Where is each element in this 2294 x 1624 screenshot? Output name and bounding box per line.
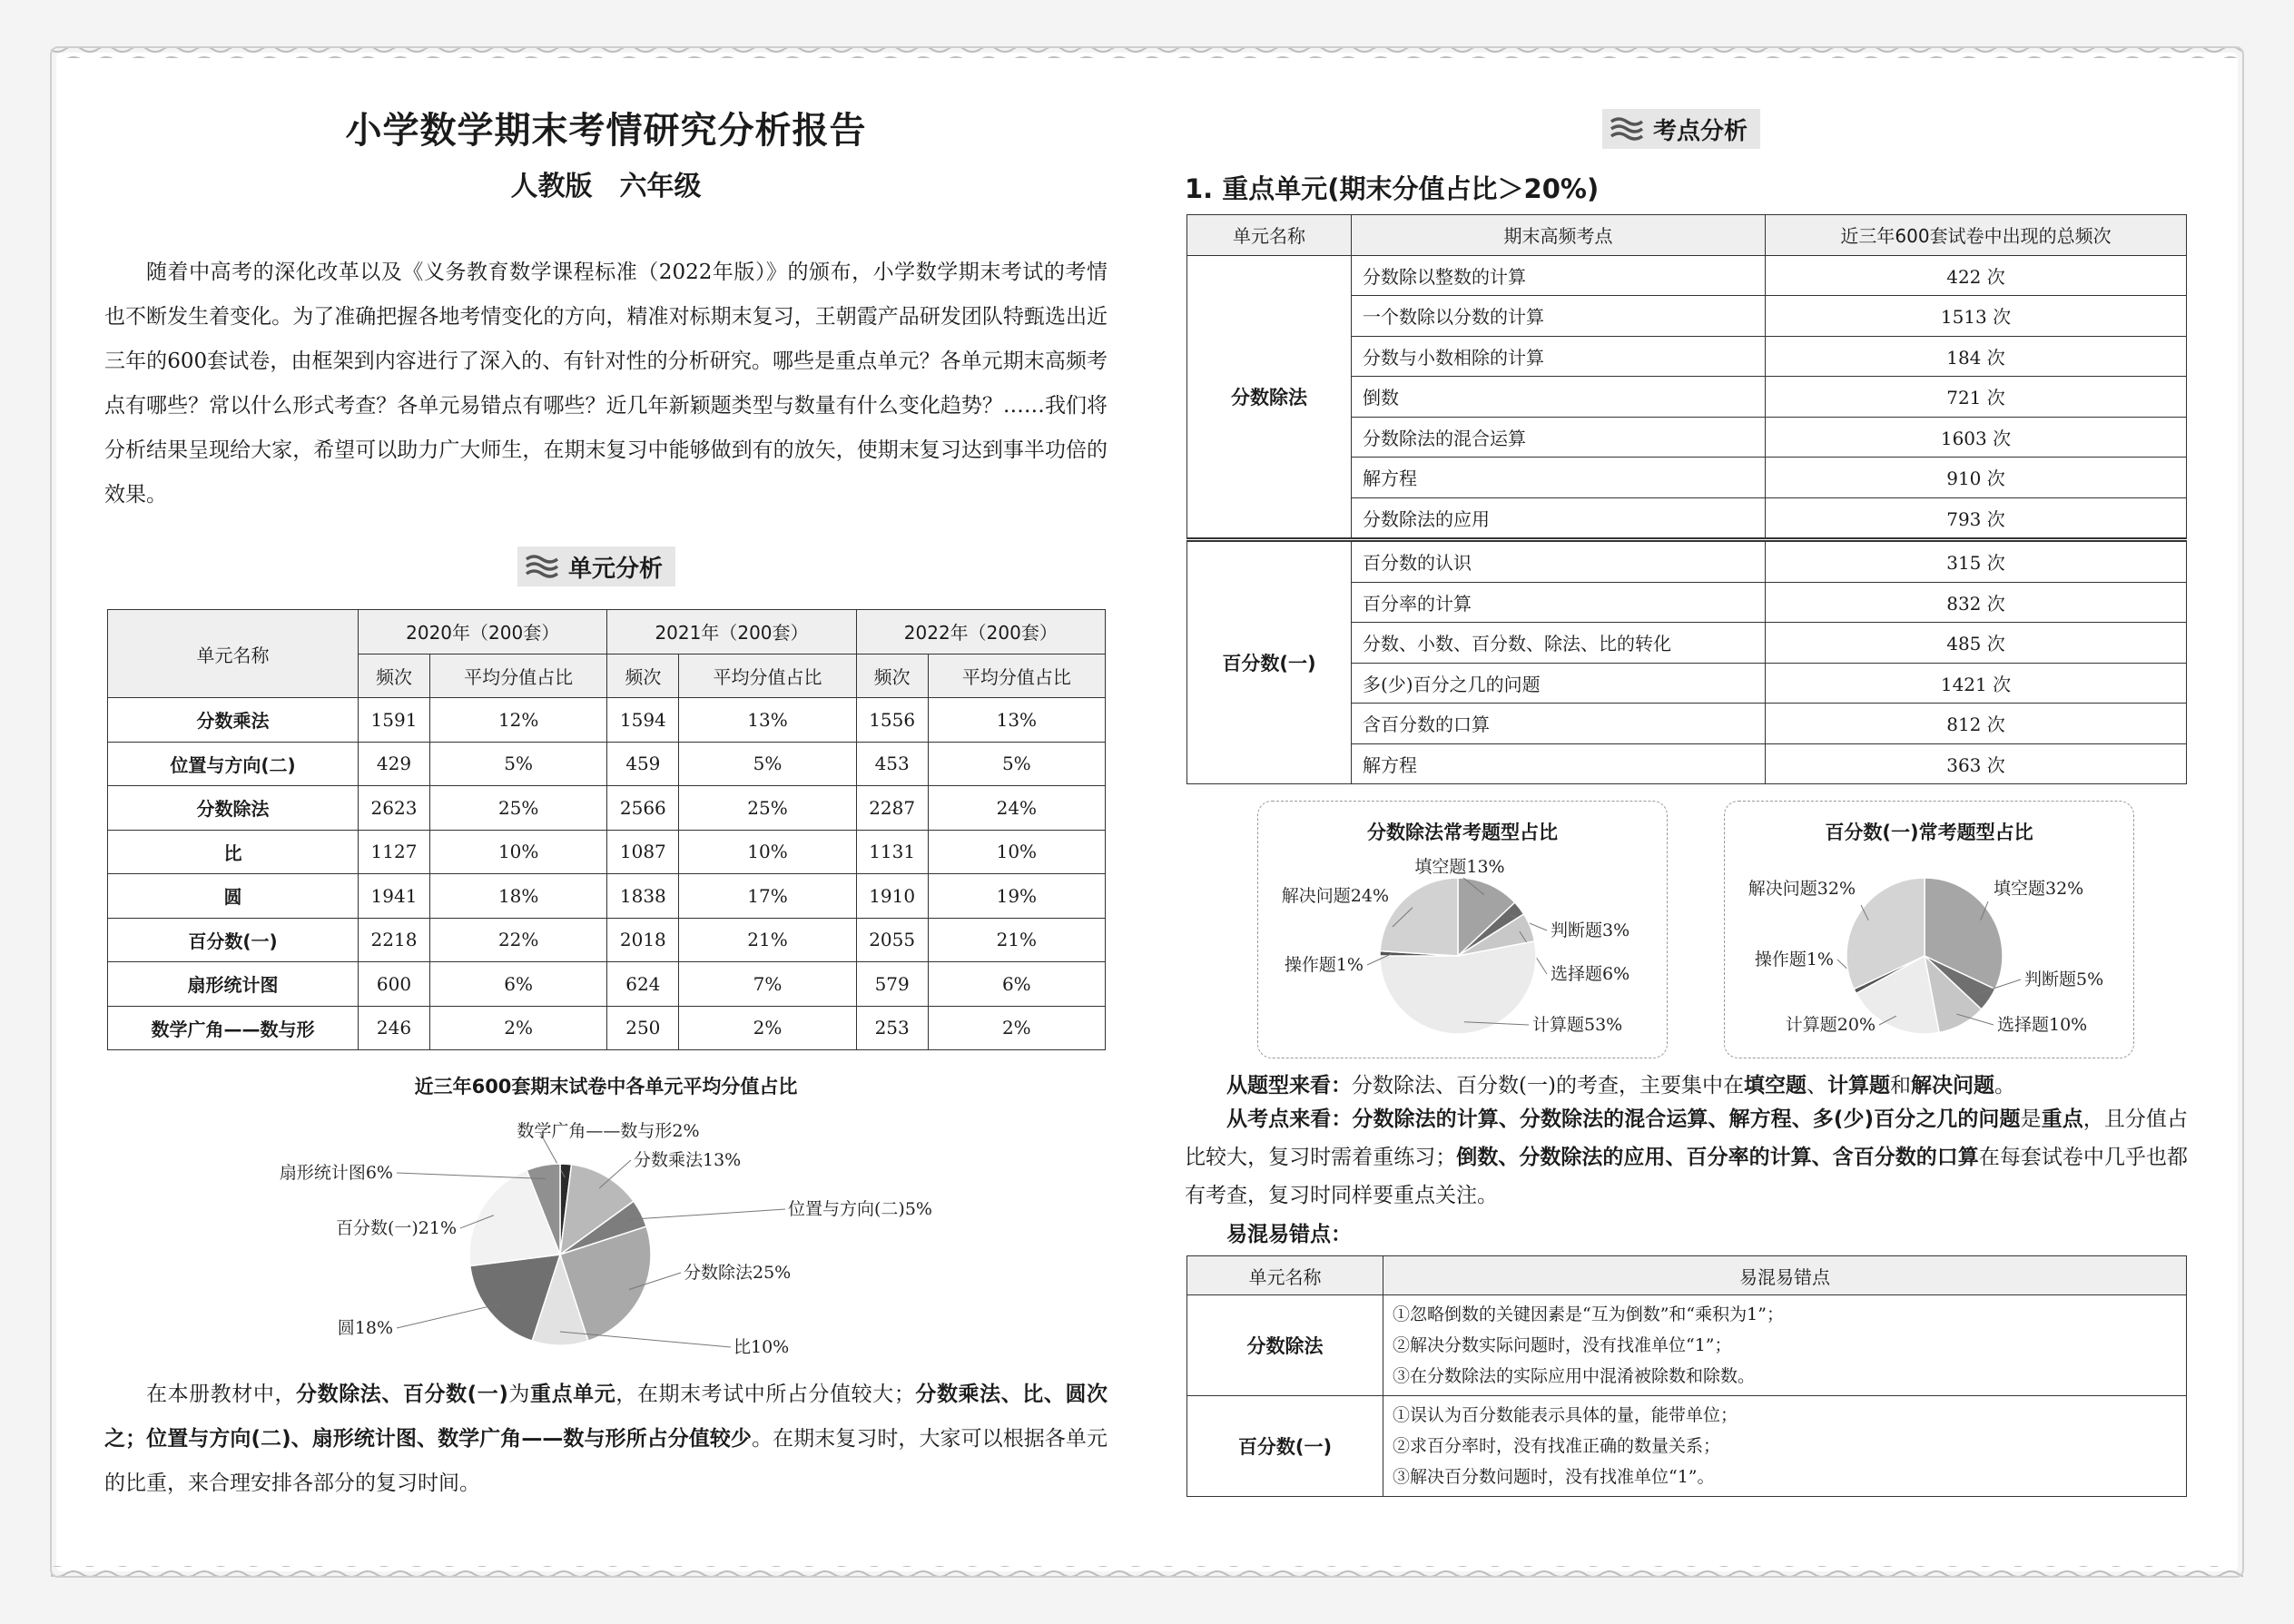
error-point: ②求百分率时，没有找准正确的数量关系； xyxy=(1393,1436,1721,1456)
ratio-cell: 10% xyxy=(928,830,1105,874)
knowledge-point-cell: 分数与小数相除的计算 xyxy=(1352,336,1766,377)
unit-analysis-badge xyxy=(517,546,675,586)
count-cell: 422 次 xyxy=(1766,255,2187,296)
body-text: ，在期末考试中所占分值较大； xyxy=(615,1383,915,1406)
pie-label: 分数除法25% xyxy=(684,1263,792,1283)
table-row xyxy=(108,698,1106,743)
knowledge-point-cell: 解方程 xyxy=(1352,458,1766,498)
unit-table xyxy=(107,609,1106,1050)
unit-name-cell: 比 xyxy=(108,830,359,874)
pie-label: 数学广角——数与形2% xyxy=(517,1121,700,1141)
year-header: 2020年（200套） xyxy=(359,610,607,655)
pie-label: 解决问题24% xyxy=(1281,886,1389,906)
error-table-body xyxy=(1187,1295,2187,1497)
count-cell: 832 次 xyxy=(1766,582,2187,623)
unit-pie-chart xyxy=(104,1106,1108,1371)
year-header: 2021年（200套） xyxy=(607,610,856,655)
emphasis-text: 填空题 xyxy=(1743,1074,1807,1097)
error-table-err-header: 易混易错点 xyxy=(1383,1256,2187,1295)
pie-label: 百分数(一)21% xyxy=(335,1218,457,1238)
error-point: ①误认为百分数能表示具体的量，能带单位； xyxy=(1393,1405,1738,1425)
freq-cell: 429 xyxy=(359,742,430,786)
pie-label: 填空题32% xyxy=(1994,879,2084,899)
freq-cell: 1087 xyxy=(607,830,679,874)
count-cell: 1421 次 xyxy=(1766,663,2187,704)
emphasis-text: 从题型来看： xyxy=(1226,1074,1352,1097)
pie-label: 计算题53% xyxy=(1532,1015,1623,1035)
count-cell: 812 次 xyxy=(1766,704,2187,744)
pie-slice-6 xyxy=(1380,878,1458,956)
freq-cell: 2018 xyxy=(607,918,679,962)
kp-analysis-badge xyxy=(1602,109,1760,149)
body-text: 、 xyxy=(1806,1074,1827,1097)
table-row xyxy=(108,830,1106,874)
table-row xyxy=(108,1006,1106,1050)
pie-label: 分数乘法13% xyxy=(634,1150,742,1170)
error-point: ②解决分数实际问题时，没有找准单位“1”； xyxy=(1393,1335,1732,1355)
table-row xyxy=(1187,255,2187,296)
unit-name-cell: 分数除法 xyxy=(108,786,359,831)
error-point: ③在分数除法的实际应用中混淆被除数和除数。 xyxy=(1393,1366,1756,1386)
knowledge-point-cell: 分数除以整数的计算 xyxy=(1352,255,1766,296)
body-text: 和 xyxy=(1889,1074,1911,1097)
freq-cell: 1127 xyxy=(359,830,430,874)
unit-pie-title: 近三年600套期末试卷中各单元平均分值占比 xyxy=(414,1076,798,1097)
body-text: 分数除法、百分数(一)的考查，主要集中在 xyxy=(1352,1074,1744,1097)
ratio-cell: 6% xyxy=(430,962,607,1007)
pie-label: 计算题20% xyxy=(1785,1015,1876,1035)
ratio-cell: 10% xyxy=(679,830,856,874)
pie-label: 选择题6% xyxy=(1551,964,1630,984)
pie-label: 圆18% xyxy=(337,1318,393,1338)
body-text: 在每套试卷中几乎也都有考查，复习时同样要重点关注。 xyxy=(1185,1146,2189,1207)
ratio-cell: 2% xyxy=(430,1006,607,1050)
ratio-cell: 19% xyxy=(928,874,1105,919)
freq-header: 频次 xyxy=(607,654,679,698)
unit-analysis-label: 单元分析 xyxy=(568,555,664,583)
ratio-cell: 2% xyxy=(679,1006,856,1050)
freq-cell: 579 xyxy=(856,962,928,1007)
error-points-label: 易混易错点： xyxy=(1226,1223,1352,1246)
pie-label: 判断题5% xyxy=(2024,969,2104,989)
freq-cell: 453 xyxy=(856,742,928,786)
freq-cell: 253 xyxy=(856,1006,928,1050)
ratio-cell: 7% xyxy=(679,962,856,1007)
kp-table-count-header: 近三年600套试卷中出现的总频次 xyxy=(1766,215,2187,256)
ratio-cell: 22% xyxy=(430,918,607,962)
body-text: 。 xyxy=(1994,1074,2015,1097)
freq-cell: 1838 xyxy=(607,874,679,919)
freq-cell: 2623 xyxy=(359,786,430,831)
unit-name-cell: 位置与方向(二) xyxy=(108,742,359,786)
freq-cell: 1591 xyxy=(359,698,430,743)
body-text: 为 xyxy=(507,1383,530,1406)
division-pie-chart xyxy=(1258,847,1667,1054)
pie-label: 操作题1% xyxy=(1284,955,1364,975)
freq-cell: 246 xyxy=(359,1006,430,1050)
knowledge-point-analysis xyxy=(1185,1100,2188,1215)
knowledge-point-cell: 含百分数的口算 xyxy=(1352,704,1766,744)
count-cell: 721 次 xyxy=(1766,377,2187,418)
kp-table-unit-header: 单元名称 xyxy=(1187,215,1352,256)
division-pie-title: 分数除法常考题型占比 xyxy=(1367,822,1558,843)
ratio-cell: 25% xyxy=(679,786,856,831)
pie-leader-line xyxy=(629,1209,785,1219)
ratio-cell: 12% xyxy=(430,698,607,743)
ratio-header: 平均分值占比 xyxy=(430,654,607,698)
count-cell: 184 次 xyxy=(1766,336,2187,377)
emphasis-text: 分数除法的计算、分数除法的混合运算、解方程、多(少)百分之几的问题 xyxy=(1352,1107,2021,1131)
table-row xyxy=(108,742,1106,786)
freq-header: 频次 xyxy=(359,654,430,698)
ratio-header: 平均分值占比 xyxy=(928,654,1105,698)
knowledge-point-cell: 分数除法的应用 xyxy=(1352,497,1766,540)
ratio-cell: 18% xyxy=(430,874,607,919)
count-cell: 793 次 xyxy=(1766,497,2187,540)
error-points-cell xyxy=(1383,1396,2187,1497)
body-text: 在本册教材中， xyxy=(146,1383,297,1406)
error-points-cell xyxy=(1383,1295,2187,1396)
ratio-cell: 5% xyxy=(679,742,856,786)
unit-name-cell: 扇形统计图 xyxy=(108,962,359,1007)
freq-cell: 1941 xyxy=(359,874,430,919)
count-cell: 363 次 xyxy=(1766,743,2187,784)
report-title: 小学数学期末考情研究分析报告 xyxy=(345,110,867,152)
emphasis-text: 重点单元 xyxy=(530,1383,616,1406)
freq-cell: 1556 xyxy=(856,698,928,743)
freq-cell: 1910 xyxy=(856,874,928,919)
freq-cell: 2055 xyxy=(856,918,928,962)
count-cell: 1603 次 xyxy=(1766,417,2187,458)
kp-table xyxy=(1186,214,2187,784)
emphasis-text: 计算题 xyxy=(1826,1074,1890,1097)
pie-label: 填空题13% xyxy=(1414,857,1505,877)
kp-table-kp-header: 期末高频考点 xyxy=(1352,215,1766,256)
knowledge-point-cell: 分数、小数、百分数、除法、比的转化 xyxy=(1352,623,1766,664)
table-row xyxy=(1187,1396,2187,1497)
pie-label: 解决问题32% xyxy=(1748,879,1856,899)
ratio-cell: 5% xyxy=(928,742,1105,786)
ratio-cell: 24% xyxy=(928,786,1105,831)
emphasis-text: 分数除法、百分数(一) xyxy=(296,1383,508,1406)
knowledge-point-cell: 百分率的计算 xyxy=(1352,582,1766,623)
freq-cell: 624 xyxy=(607,962,679,1007)
freq-cell: 600 xyxy=(359,962,430,1007)
body-text: ，且分值占比较大，复习时需着重练习； xyxy=(1185,1107,2189,1169)
freq-cell: 1131 xyxy=(856,830,928,874)
knowledge-point-cell: 一个数除以分数的计算 xyxy=(1352,296,1766,337)
emphasis-text: 从考点来看： xyxy=(1226,1107,1353,1131)
emphasis-text: 重点 xyxy=(2041,1107,2083,1131)
count-cell: 315 次 xyxy=(1766,540,2187,583)
freq-cell: 1594 xyxy=(607,698,679,743)
pie-label: 比10% xyxy=(733,1337,790,1357)
pie-label: 选择题10% xyxy=(1997,1015,2088,1035)
count-cell: 910 次 xyxy=(1766,458,2187,498)
unit-name-cell: 圆 xyxy=(108,874,359,919)
ratio-cell: 6% xyxy=(928,962,1105,1007)
unit-name-cell: 百分数(一) xyxy=(1187,540,1352,784)
pie-label: 位置与方向(二)5% xyxy=(788,1199,932,1219)
error-point: ①忽略倒数的关键因素是“互为倒数”和“乘积为1”； xyxy=(1393,1304,1784,1324)
unit-name-cell: 数学广角——数与形 xyxy=(108,1006,359,1050)
count-cell: 485 次 xyxy=(1766,623,2187,664)
freq-cell: 2218 xyxy=(359,918,430,962)
ratio-header: 平均分值占比 xyxy=(679,654,856,698)
wave-icon xyxy=(525,553,559,580)
unit-table-body xyxy=(108,698,1106,1050)
ratio-cell: 13% xyxy=(679,698,856,743)
pie-label: 操作题1% xyxy=(1754,950,1834,969)
ratio-cell: 21% xyxy=(679,918,856,962)
percent-pie-chart xyxy=(1725,847,2133,1054)
knowledge-point-cell: 多(少)百分之几的问题 xyxy=(1352,663,1766,704)
knowledge-point-cell: 百分数的认识 xyxy=(1352,540,1766,583)
table-row xyxy=(1187,540,2187,583)
table-row xyxy=(1187,1295,2187,1396)
ratio-cell: 25% xyxy=(430,786,607,831)
knowledge-point-cell: 倒数 xyxy=(1352,377,1766,418)
conclusion-paragraph xyxy=(104,1373,1108,1506)
table-row xyxy=(108,918,1106,962)
ratio-cell: 10% xyxy=(430,830,607,874)
pie-label: 扇形统计图6% xyxy=(279,1163,393,1183)
kp-analysis-label: 考点分析 xyxy=(1653,117,1748,145)
emphasis-text: 分数乘法、比、圆次之；位置与方向(二)、扇形统计图、数学广角——数与形所占分值较少 xyxy=(104,1383,1108,1451)
table-row xyxy=(108,874,1106,919)
freq-cell: 459 xyxy=(607,742,679,786)
percent-pie-title: 百分数(一)常考题型占比 xyxy=(1825,822,2033,843)
wave-icon xyxy=(1610,115,1644,143)
body-text: 是 xyxy=(2020,1107,2042,1131)
division-pie-box xyxy=(1257,801,1668,1058)
emphasis-text: 解决问题 xyxy=(1910,1074,1994,1097)
intro-paragraph: 随着中高考的深化改革以及《义务教育数学课程标准（2022年版）》的颁布，小学数学期末考试的考情也不断发生着变化。为了准确把握各地考情变化的方向，精准对标期末复习，王朝霞产品研发团队特甄选出近三年的600套试卷，由框架到内容进行了深入的、有针对性的分析研究。哪些是重点单元？各单元期末高频考点有哪些？常以什么形式考查？各单元易错点有哪些？近几年新颖题类型与数量有什么变化趋势？……我们将分析结果呈现给大家，希望可以助力广大师生，在期末复习中能够做到有的放矢，使期末复习达到事半功倍的效果。 xyxy=(104,261,1108,507)
error-table xyxy=(1186,1255,2187,1497)
freq-cell: 2566 xyxy=(607,786,679,831)
freq-cell: 2287 xyxy=(856,786,928,831)
pie-label: 判断题3% xyxy=(1551,920,1630,940)
unit-table-unit-header: 单元名称 xyxy=(108,610,359,698)
error-table-unit-header: 单元名称 xyxy=(1187,1256,1383,1295)
body-text: 。在期末复习时，大家可以根据各单元的比重，来合理安排各部分的复习时间。 xyxy=(104,1427,1108,1495)
report-subtitle: 人教版 六年级 xyxy=(510,171,702,202)
key-units-heading: 1. 重点单元(期末分值占比＞20%) xyxy=(1185,173,1600,204)
unit-name-cell: 百分数(一) xyxy=(108,918,359,962)
ratio-cell: 5% xyxy=(430,742,607,786)
emphasis-text: 倒数、分数除法的应用、百分率的计算、含百分数的口算 xyxy=(1456,1146,1979,1169)
kp-table-body xyxy=(1187,255,2187,784)
ratio-cell: 17% xyxy=(679,874,856,919)
knowledge-point-cell: 分数除法的混合运算 xyxy=(1352,417,1766,458)
unit-name-cell: 分数除法 xyxy=(1187,1295,1383,1396)
unit-name-cell: 百分数(一) xyxy=(1187,1396,1383,1497)
unit-name-cell: 分数除法 xyxy=(1187,255,1352,540)
count-cell: 1513 次 xyxy=(1766,296,2187,337)
percent-pie-box xyxy=(1724,801,2134,1058)
freq-cell: 250 xyxy=(607,1006,679,1050)
ratio-cell: 21% xyxy=(928,918,1105,962)
ratio-cell: 2% xyxy=(928,1006,1105,1050)
knowledge-point-cell: 解方程 xyxy=(1352,743,1766,784)
freq-header: 频次 xyxy=(856,654,928,698)
error-point: ③解决百分数问题时，没有找准单位“1”。 xyxy=(1393,1467,1715,1487)
unit-name-cell: 分数乘法 xyxy=(108,698,359,743)
ratio-cell: 13% xyxy=(928,698,1105,743)
table-row xyxy=(108,786,1106,831)
table-row xyxy=(108,962,1106,1007)
year-header: 2022年（200套） xyxy=(856,610,1105,655)
pie-leader-line xyxy=(397,1304,501,1328)
